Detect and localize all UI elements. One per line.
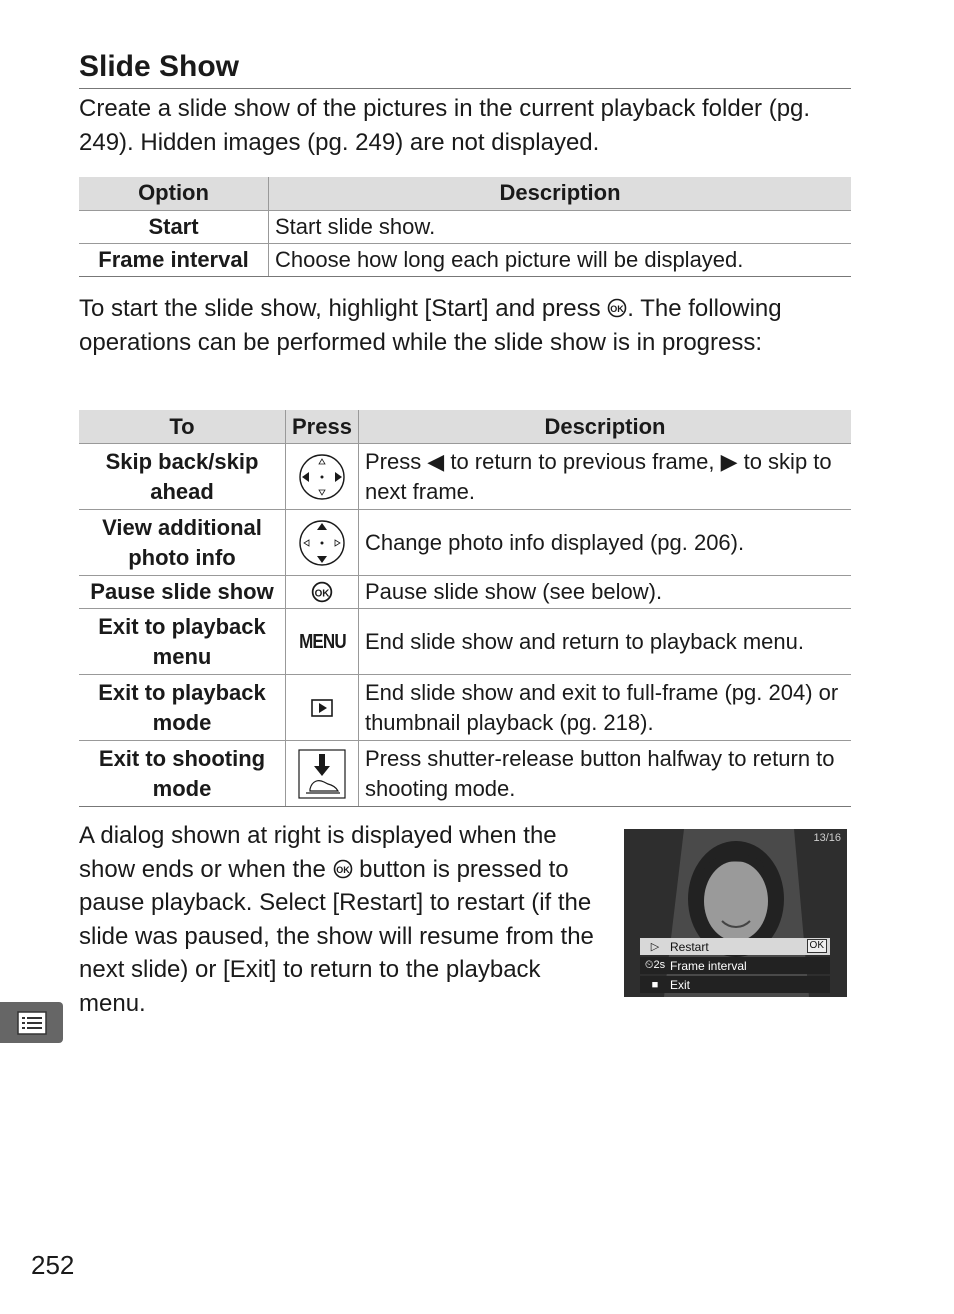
svg-text:OK: OK bbox=[314, 588, 330, 600]
dialog-text-a: A dialog shown at right is displayed when the show ends or when the bbox=[79, 822, 557, 883]
header-to: To bbox=[79, 410, 286, 444]
menu-button-label: MENU bbox=[298, 631, 346, 653]
svg-text:OK: OK bbox=[610, 304, 625, 314]
table-row bbox=[79, 444, 851, 510]
op-description: Change photo info displayed (pg. 206). bbox=[358, 510, 851, 576]
page-number: 252 bbox=[31, 1250, 75, 1280]
svg-text:OK: OK bbox=[335, 864, 350, 875]
op-to: Exit to shooting mode bbox=[79, 741, 286, 807]
header-option: Option bbox=[79, 177, 269, 210]
shutter-release-icon bbox=[298, 749, 346, 799]
ok-button-icon bbox=[333, 859, 353, 879]
menu-item-frame-interval[interactable] bbox=[640, 957, 830, 974]
table-row bbox=[79, 243, 851, 276]
options-table bbox=[79, 177, 851, 277]
dialog-paragraph bbox=[79, 819, 599, 1020]
op-description: Pause slide show (see below). bbox=[358, 576, 851, 609]
playback-menu-icon bbox=[17, 1011, 47, 1035]
camera-screen-image bbox=[624, 829, 847, 997]
op-to: Exit to playback mode bbox=[79, 675, 286, 741]
start-text-a: To start the slide show, highlight [Start] and press bbox=[79, 295, 601, 322]
intro-paragraph: Create a slide show of the pictures in the current playback folder (pg. 249). Hidden images (pg. 249) are not displayed. bbox=[79, 95, 811, 156]
menu-item-label: Restart bbox=[670, 939, 709, 954]
op-description: Press ◀ to return to previous frame, ▶ to skip to next frame. bbox=[358, 444, 851, 510]
table-row bbox=[79, 510, 851, 576]
op-to: View additional photo info bbox=[79, 510, 286, 576]
table-row bbox=[79, 609, 851, 675]
header-description: Description bbox=[269, 177, 852, 210]
menu-item-restart[interactable] bbox=[640, 938, 830, 955]
option-description: Choose how long each picture will be displayed. bbox=[269, 243, 852, 276]
operations-table bbox=[79, 410, 851, 807]
option-description: Start slide show. bbox=[269, 210, 852, 243]
op-description: End slide show and return to playback menu. bbox=[358, 609, 851, 675]
ok-button-icon bbox=[607, 298, 627, 318]
start-text-b: . The following operations can be performed while the slide show is in progress: bbox=[79, 295, 782, 356]
table-row bbox=[79, 210, 851, 243]
start-paragraph bbox=[79, 292, 851, 359]
table-row bbox=[79, 741, 851, 807]
play-icon: ▷ bbox=[650, 941, 660, 953]
op-description: End slide show and exit to full-frame (pg. 204) or thumbnail playback (pg. 218). bbox=[358, 675, 851, 741]
menu-item-label: Frame interval bbox=[670, 958, 747, 973]
menu-item-exit[interactable] bbox=[640, 976, 830, 993]
op-to: Pause slide show bbox=[79, 576, 286, 609]
header-description: Description bbox=[358, 410, 851, 444]
section-tab bbox=[0, 1002, 63, 1043]
option-name: Start bbox=[79, 210, 269, 243]
op-to: Skip back/skip ahead bbox=[79, 444, 286, 510]
table-row bbox=[79, 576, 851, 609]
stop-icon: ■ bbox=[651, 978, 659, 991]
ok-button-icon bbox=[311, 581, 333, 603]
table-header-row bbox=[79, 177, 851, 210]
op-description: Press shutter-release button halfway to return to shooting mode. bbox=[358, 741, 851, 807]
menu-item-label: Exit bbox=[670, 977, 691, 992]
playback-button-icon bbox=[311, 699, 333, 717]
table-row bbox=[79, 675, 851, 741]
op-to: Exit to playback menu bbox=[79, 609, 286, 675]
multi-selector-left-right-icon bbox=[298, 453, 346, 501]
ok-tag: OK bbox=[807, 939, 827, 953]
frame-counter: 13/16 bbox=[813, 832, 841, 844]
table-header-row bbox=[79, 410, 851, 444]
option-name: Frame interval bbox=[79, 243, 269, 276]
dialog-text-b: button is pressed to pause playback. Select [Restart] to restart (if the slide was paused, the show will resume from the next slide) or [Exit] to return to the playback menu. bbox=[79, 855, 594, 1017]
header-press: Press bbox=[286, 410, 359, 444]
page-title: Slide Show bbox=[79, 48, 851, 89]
timer-icon: ⏲2s bbox=[644, 959, 666, 971]
multi-selector-up-down-icon bbox=[298, 519, 346, 567]
